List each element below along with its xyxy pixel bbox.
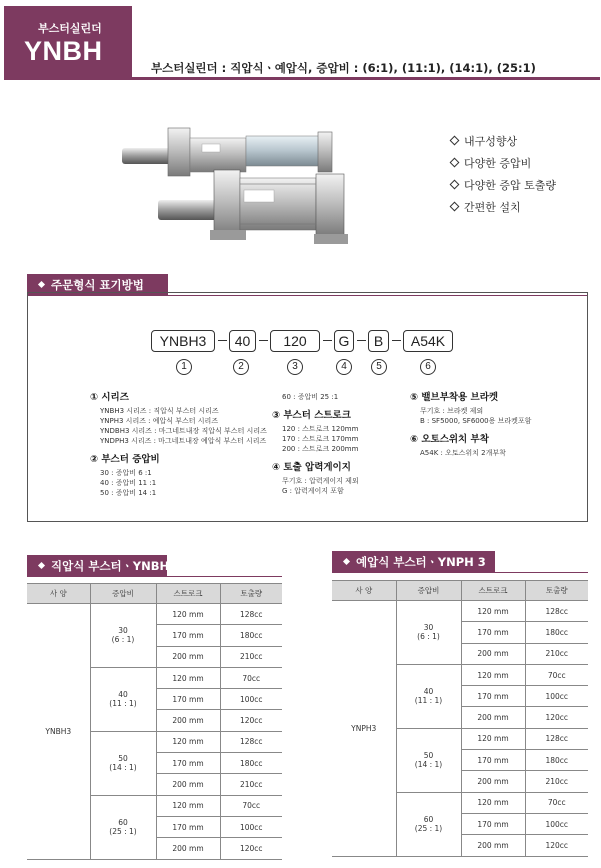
output-cell: 180cc [220,625,282,646]
model-cell: YNBH3 [27,604,90,860]
stroke-cell: 170 mm [156,816,220,837]
output-cell: 70cc [525,664,588,685]
output-cell: 120cc [525,835,588,856]
ratio-sub: (25 : 1) [414,824,443,834]
stroke-cell: 170 mm [461,750,525,771]
code-dash [218,340,227,341]
order-legend-col1 [90,392,267,498]
ratio-value: 50 [423,751,434,761]
ratio-sub: (14 : 1) [414,760,443,770]
stroke-cell: 170 mm [156,625,220,646]
stroke-cell: 170 mm [461,813,525,834]
table-header-row [332,581,588,601]
output-cell: 180cc [525,750,588,771]
output-cell: 70cc [525,792,588,813]
stroke-cell: 120 mm [156,731,220,752]
code-series: YNBH3 [151,330,215,352]
output-cell: 128cc [525,728,588,749]
stroke-line: 120 : 스트로크 120mm [282,425,359,433]
ratio-cell [396,664,461,728]
order-legend-col3 [410,392,532,458]
bracket-line: B : SF5000, SF6000용 브라켓포함 [420,417,532,425]
table-header-cell: 사 양 [27,584,90,604]
output-cell: 128cc [220,604,282,625]
switch-line: A54K : 오토스위치 2개부착 [420,449,506,457]
ratio-line: 50 : 증압비 14 :1 [100,489,157,497]
table-header-cell: 토출량 [525,581,588,601]
stroke-cell: 170 mm [461,686,525,707]
code-ratio: 40 [229,330,256,352]
stroke-cell: 200 mm [461,643,525,664]
output-cell: 128cc [525,601,588,622]
feature-item: 간편한 설치 [451,197,556,219]
table-header-cell: 증압비 [90,584,156,604]
table1-tab: 직압식 부스터ㆍYNBH 3 [27,555,167,577]
ratio-sub: (14 : 1) [109,763,137,773]
order-section-tab: 주문형식 표기방법 [27,274,168,296]
product-image [118,118,354,252]
feature-item: 다양한 증압 토출량 [451,175,556,197]
stroke-cell: 200 mm [156,710,220,731]
output-cell: 180cc [525,622,588,643]
output-cell: 70cc [220,667,282,688]
diamond-bullet-icon [450,136,460,146]
series-line: YNPH3 시리즈 : 예압식 부스터 시리즈 [100,417,219,425]
ratio-sub: (6 : 1) [417,632,440,642]
order-legend-col2 [272,392,359,496]
code-dash [392,340,401,341]
stroke-cell: 120 mm [461,728,525,749]
table-header-row [27,584,282,604]
ratio-cell [396,728,461,792]
ratio-sub: (11 : 1) [414,696,443,706]
table-header-cell: 스트로크 [461,581,525,601]
switch-heading: ⑥ 오토스위치 부착 [410,434,489,445]
code-number-3: 3 [287,359,303,375]
stroke-cell: 200 mm [156,774,220,795]
feature-list [451,131,556,219]
diamond-icon [343,558,350,565]
stroke-cell: 200 mm [461,707,525,728]
table-header-cell: 토출량 [220,584,282,604]
output-cell: 210cc [220,774,282,795]
table-row [332,601,588,622]
stroke-line: 200 : 스트로크 200mm [282,445,359,453]
output-cell: 120cc [220,838,282,859]
bracket-line: 무기호 : 브라켓 제외 [420,407,484,415]
code-stroke: 120 [270,330,320,352]
table2-tab-rule [495,572,588,573]
diamond-bullet-icon [450,202,460,212]
table-row [27,604,282,625]
code-dash [357,340,366,341]
code-bracket: B [368,330,389,352]
ratio-line: 60 : 증압비 25 :1 [282,393,339,401]
gauge-heading: ④ 토출 압력게이지 [272,462,351,473]
ratio-line: 40 : 증압비 11 :1 [100,479,157,487]
ratio-cell [396,601,461,665]
header-rule [132,77,600,80]
ratio-cell [90,795,156,859]
stroke-cell: 200 mm [156,838,220,859]
ratio-value: 40 [118,690,128,700]
stroke-cell: 170 mm [461,622,525,643]
feature-item: 다양한 증압비 [451,153,556,175]
table2-tab: 예압식 부스터ㆍYNPH 3 [332,551,495,573]
diamond-bullet-icon [450,180,460,190]
code-dash [323,340,332,341]
output-cell: 120cc [220,710,282,731]
ratio-value: 40 [423,687,434,697]
model-cell: YNPH3 [332,601,396,857]
stroke-cell: 200 mm [156,646,220,667]
output-cell: 210cc [525,771,588,792]
ratio-value: 50 [118,754,128,764]
output-cell: 70cc [220,795,282,816]
stroke-cell: 120 mm [156,604,220,625]
code-dash [259,340,268,341]
ratio-cell [90,731,156,795]
output-cell: 210cc [220,646,282,667]
code-number-5: 5 [371,359,387,375]
output-cell: 100cc [525,813,588,834]
code-switch: A54K [403,330,453,352]
stroke-cell: 200 mm [461,835,525,856]
gauge-line: 무기호 : 압력게이지 제외 [282,477,359,485]
bracket-heading: ⑤ 밸브부착용 브라켓 [410,392,499,403]
table-header-cell: 사 양 [332,581,396,601]
series-heading: ① 시리즈 [90,392,129,403]
output-cell: 100cc [220,816,282,837]
output-cell: 128cc [220,731,282,752]
series-line: YNDBH3 시리즈 : 마그네트내장 직압식 부스터 시리즈 [100,427,267,435]
stroke-cell: 170 mm [156,689,220,710]
diamond-bullet-icon [450,158,460,168]
output-cell: 100cc [220,689,282,710]
output-cell: 180cc [220,753,282,774]
table-header-cell: 스트로크 [156,584,220,604]
stroke-cell: 120 mm [461,664,525,685]
ratio-heading: ② 부스터 증압비 [90,454,160,465]
ratio-value: 60 [423,815,434,825]
header-description: 부스터실린더 : 직압식ㆍ예압식, 증압비 : (6:1), (11:1), (14:1), (25:1) [151,61,536,75]
stroke-cell: 200 mm [461,771,525,792]
ratio-sub: (6 : 1) [111,635,135,645]
feature-item: 내구성향상 [451,131,556,153]
ratio-cell [90,604,156,668]
header-model: YNBH [24,36,103,66]
stroke-line: 170 : 스트로크 170mm [282,435,359,443]
ratio-cell [396,792,461,856]
stroke-cell: 120 mm [461,601,525,622]
direct-booster-table [27,583,282,860]
stroke-cell: 170 mm [156,753,220,774]
stroke-cell: 120 mm [461,792,525,813]
ratio-value: 30 [423,623,434,633]
ratio-sub: (11 : 1) [109,699,137,709]
diamond-icon [38,562,45,569]
output-cell: 210cc [525,643,588,664]
header-subtitle: 부스터실린더 [38,22,102,35]
code-number-6: 6 [420,359,436,375]
ratio-value: 30 [118,626,128,636]
diamond-icon [38,281,45,288]
code-number-1: 1 [176,359,192,375]
ratio-value: 60 [118,818,128,828]
ratio-sub: (25 : 1) [109,827,137,837]
table1-tab-rule [167,576,282,577]
table-header-cell: 증압비 [396,581,461,601]
preload-booster-table [332,580,588,857]
code-gauge: G [334,330,354,352]
series-line: YNBH3 시리즈 : 직압식 부스터 시리즈 [100,407,219,415]
gauge-line: G : 압력게이지 포함 [282,487,344,495]
ratio-cell [90,667,156,731]
output-cell: 120cc [525,707,588,728]
series-line: YNDPH3 시리즈 : 마그네트내장 예압식 부스터 시리즈 [100,437,267,445]
stroke-heading: ③ 부스터 스트로크 [272,410,351,421]
output-cell: 100cc [525,686,588,707]
ratio-line: 30 : 증압비 6 :1 [100,469,152,477]
stroke-cell: 120 mm [156,795,220,816]
code-number-4: 4 [336,359,352,375]
stroke-cell: 120 mm [156,667,220,688]
code-number-2: 2 [233,359,249,375]
